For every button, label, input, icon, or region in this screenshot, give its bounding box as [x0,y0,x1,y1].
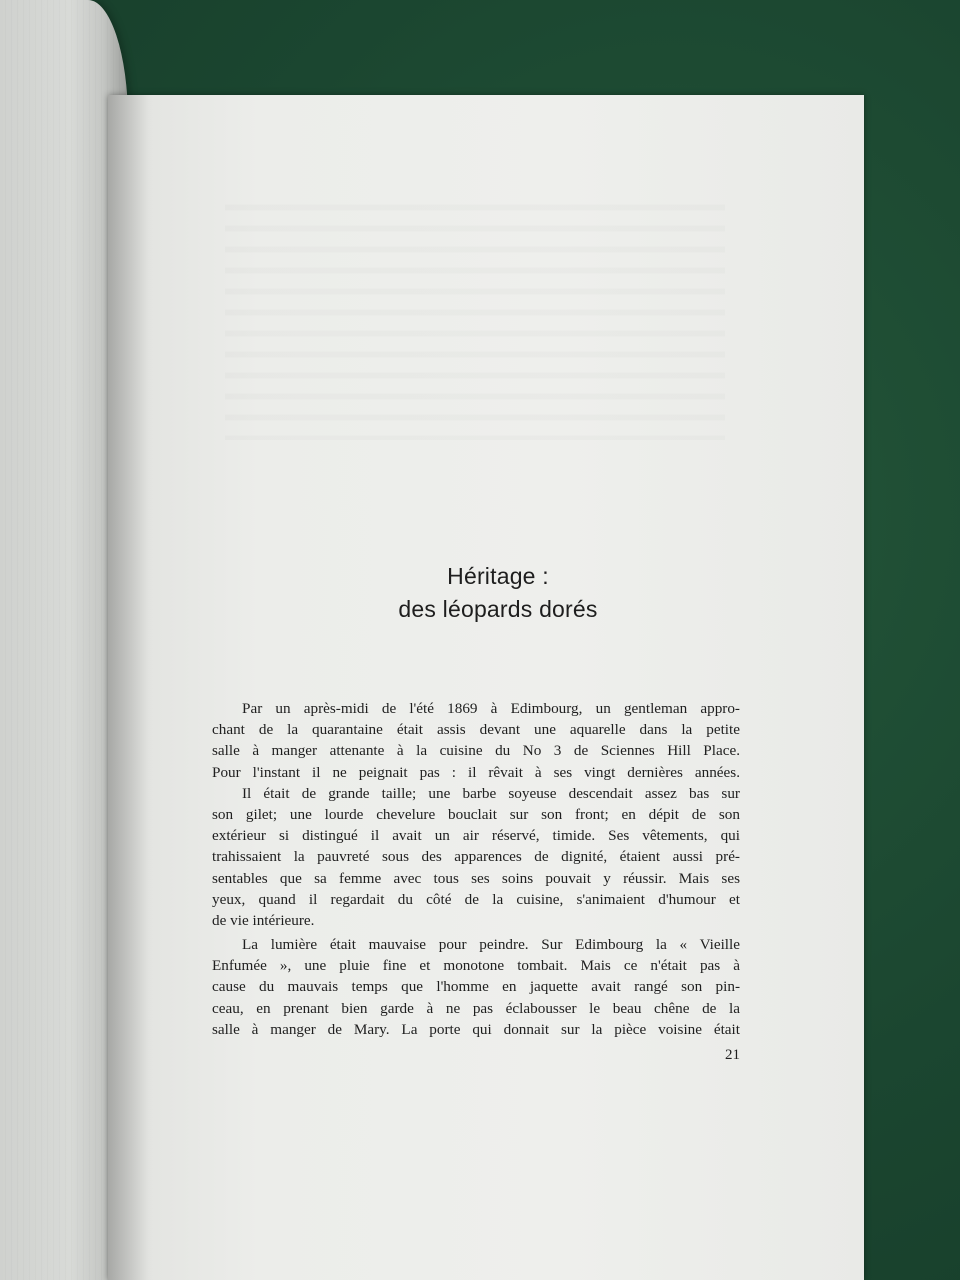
text-line: Enfumée », une pluie fine et monotone tombait. Mais ce n'était pas à [212,957,740,975]
text-line: extérieur si distingué il avait un air réservé, timide. Ses vêtements, qui [212,827,740,845]
chapter-title-line-2: des léopards dorés [398,596,598,622]
text-line: de vie intérieure. [212,911,315,929]
text-line: sentables que sa femme avec tous ses soins pouvait y réussir. Mais ses [212,869,740,887]
chapter-title [248,560,748,626]
page-number: 21 [725,1047,740,1063]
body-text [212,698,740,1040]
text-line: trahissaient la pauvreté sous des apparences de dignité, étaient aussi pré- [212,848,740,866]
text-line: ceau, en prenant bien garde à ne pas éclabousser le beau chêne de la [212,999,740,1017]
text-line: Pour l'instant il ne peignait pas : il rêvait à ses vingt dernières années. [212,763,740,781]
text-line: yeux, quand il regardait du côté de la cuisine, s'animaient d'humour et [212,890,740,908]
text-line: salle à manger de Mary. La porte qui donnait sur la pièce voisine était [212,1020,740,1038]
text-line: salle à manger attenante à la cuisine du No 3 de Sciennes Hill Place. [212,742,740,760]
text-line: Par un après-midi de l'été 1869 à Edimbourg, un gentleman appro- [242,700,740,717]
text-line: son gilet; une lourde chevelure bouclait sur son front; en dépit de son [212,805,740,823]
gutter-shadow [108,95,148,1280]
text-line: La lumière était mauvaise pour peindre. Sur Edimbourg la « Vieille [242,936,740,954]
chapter-title-line-1: Héritage : [447,563,549,589]
show-through-text [225,190,725,440]
text-line: cause du mauvais temps que l'homme en jaquette avait rangé son pin- [212,978,740,996]
text-line: chant de la quarantaine était assis devant une aquarelle dans la petite [212,721,740,739]
text-line: Il était de grande taille; une barbe soyeuse descendait assez bas sur [242,784,740,802]
